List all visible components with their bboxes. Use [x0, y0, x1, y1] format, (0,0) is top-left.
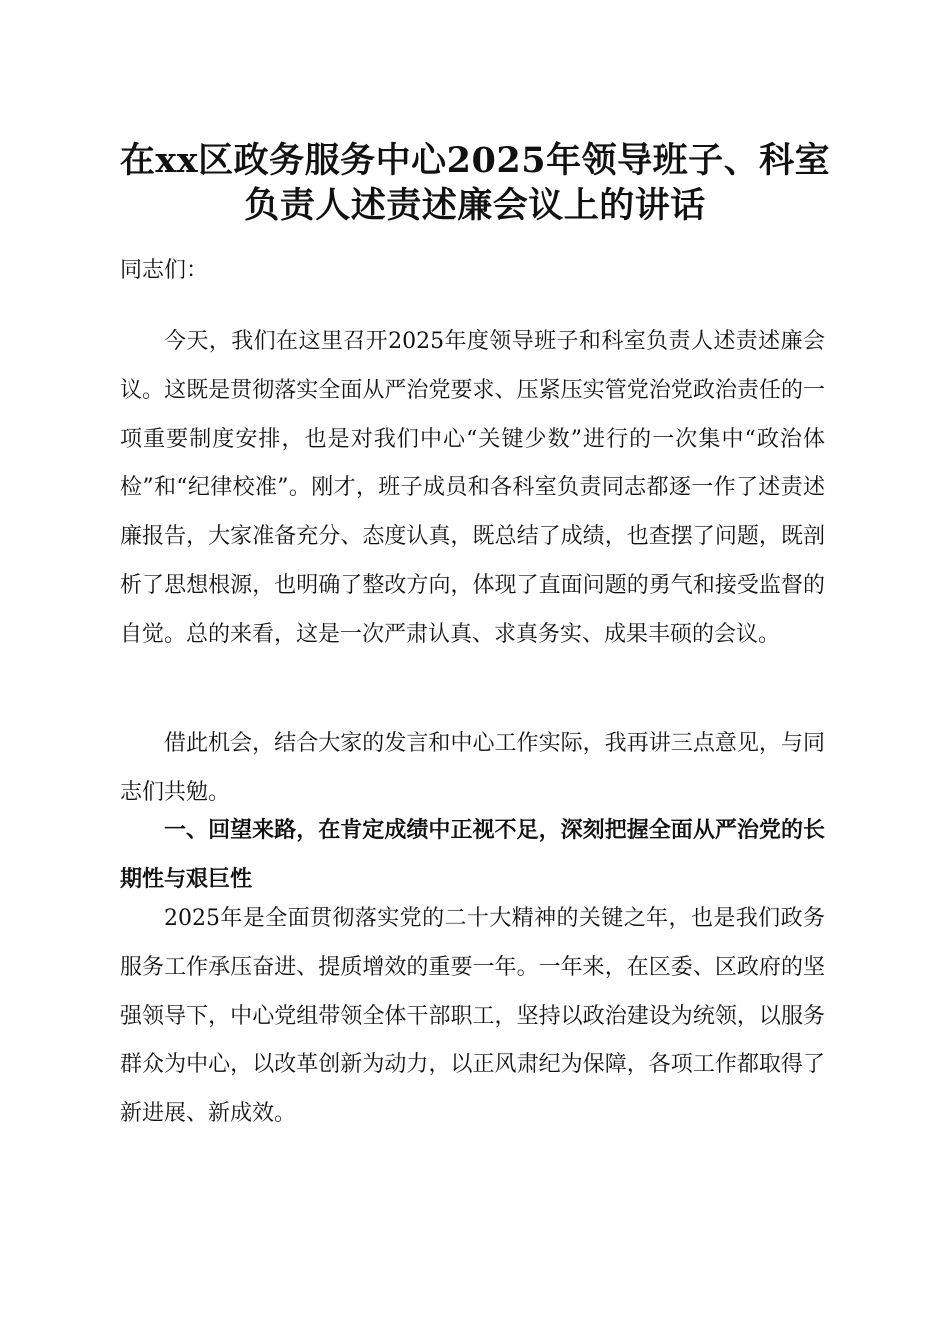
- paragraph-opening: 今天，我们在这里召开2025年度领导班子和科室负责人述责述廉会议。这既是贯彻落实全面从严治党要求、压紧压实管党治党政治责任的一项重要制度安排，也是对我们中心“关键少数”进行的一次集中“政治体检”和“纪律校准”。刚才，班子成员和各科室负责同志都逐一作了述责述廉报告，大家准备充分、态度认真，既总结了成绩，也查摆了问题，既剖析了思想根源，也明确了整改方向，体现了直面问题的勇气和接受监督的自觉。总的来看，这是一次严肃认真、求真务实、成果丰硕的会议。: [120, 329, 825, 647]
- salutation: 同志们：: [120, 258, 209, 283]
- section-heading-1: 一、回望来路，在肯定成绩中正视不足，深刻把握全面从严治党的长期性与艰巨性: [120, 818, 825, 892]
- paragraph-transition: 借此机会，结合大家的发言和中心工作实际，我再讲三点意见，与同志们共勉。: [120, 731, 825, 805]
- document-title-line-2: 负责人述责述廉会议上的讲话: [244, 185, 706, 226]
- paragraph-section-1-intro: 2025年是全面贯彻落实党的二十大精神的关键之年，也是我们政务服务工作承压奋进、提质增效的重要一年。一年来，在区委、区政府的坚强领导下，中心党组带领全体干部职工，坚持以政治建设为统领，以服务群众为中心，以改革创新为动力，以正风肃纪为保障，各项工作都取得了新进展、新成效。: [120, 906, 825, 1127]
- document-title-line-1: 在xx区政务服务中心2025年领导班子、科室: [119, 140, 831, 181]
